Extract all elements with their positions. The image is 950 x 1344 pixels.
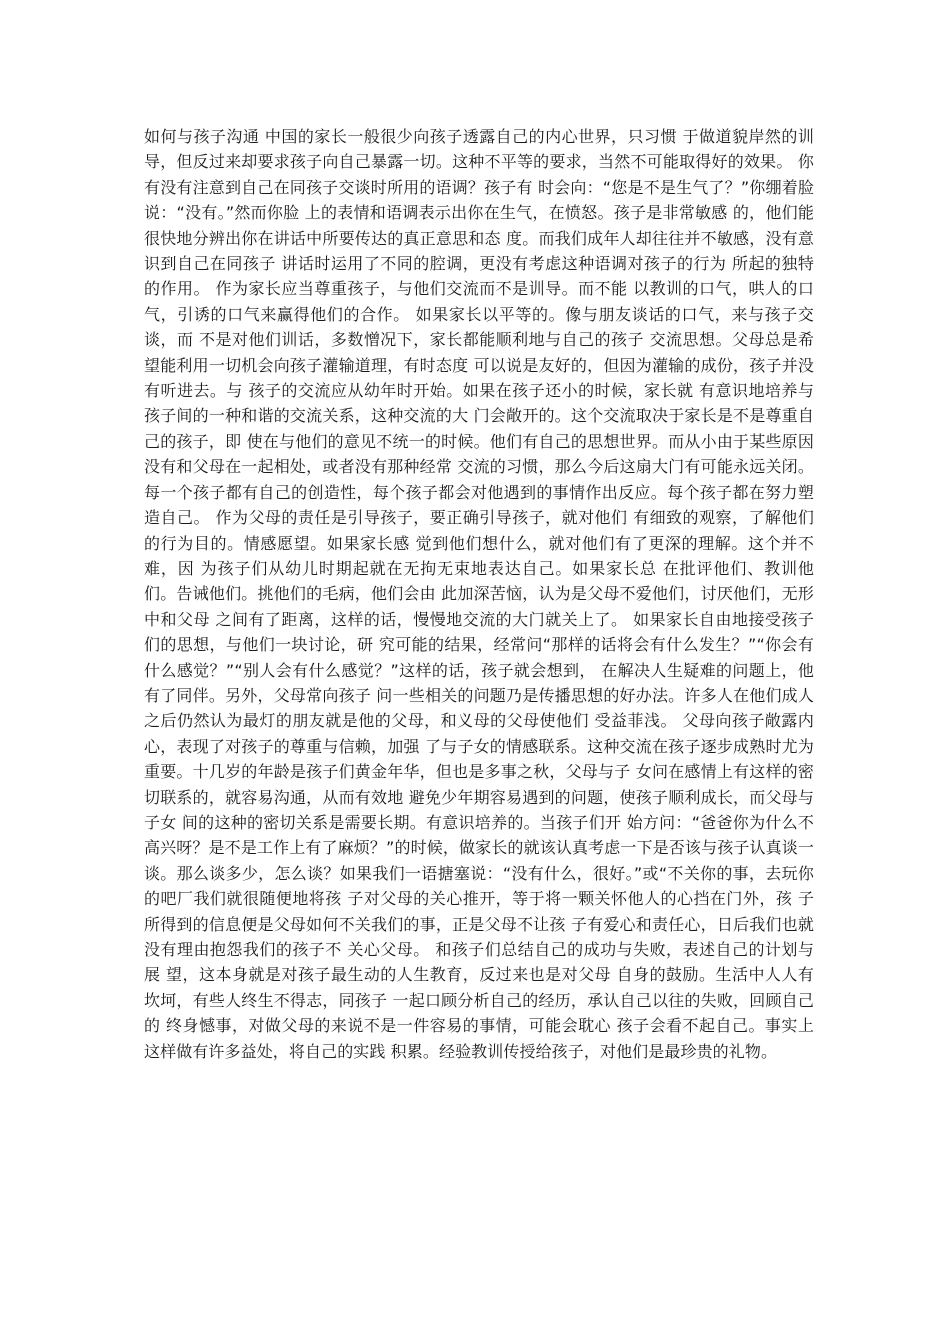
article-body-text: 如何与孩子沟通 中国的家长一般很少向孩子透露自己的内心世界，只习惯 于做道貌岸然的训导，但反过来却要求孩子向自己暴露一切。这种不平等的要求，当然不可能取得好的效果。 你有没有注意到自己在同孩子交谈时所用的语调？孩子有 时会向：“您是不是生气了？”你绷着脸说：“没有。”然而你脸 上的表情和语调表示出你在生气，在愤怒。孩子是非常敏感 的，他们能很快地分辨出你在讲话中所要传达的真正意思和态 度。而我们成年人却往往并不敏感，没有意识到自己在同孩子 讲话时运用了不同的腔调，更没有考虑这种语调对孩子的行为 所起的独特的作用。 作为家长应当尊重孩子，与他们交流而不是训导。而不能 以教训的口气，哄人的口气，引诱的口气来赢得他们的合作。 如果家长以平等的。像与朋友谈话的口气，来与孩子交谈，而 不是对他们训话，多数憎况下，家长都能顺利地与自己的孩子 交流思想。父母总是希望能利用一切机会向孩子灌输道理，有时态度 可以说是友好的，但因为灌输的成份，孩子并没有听进去。与 孩子的交流应从幼年时开始。如果在孩子还小的时候，家长就 有意识地培养与孩子间的一种和谐的交流关系，这种交流的大 门会敞开的。这个交流取决于家长是不是尊重自己的孩子，即 使在与他们的意见不统一的时候。他们有自己的思想世界。而从小由于某些原因没有和父母在一起相处，或者没有那种经常 交流的习惯，那么今后这扇大门有可能永远关闭。 每一个孩子都有自己的创造性，每个孩子都会对他遇到的事情作出反应。每个孩子都在努力塑造自己。 作为父母的责任是引导孩子，要正确引导孩子，就对他们 有细致的观察，了解他们的行为目的。情感愿望。如果家长感 觉到他们想什么，就对他们有了更深的理解。这个并不难，因 为孩子们从幼儿时期起就在无拘无束地表达自己。如果家长总 在批评他们、教训他们。告诫他们。挑他们的毛病，他们会由 此加深苦恼，认为是父母不爱他们，讨厌他们，无形中和父母 之间有了距离，这样的话，慢慢地交流的大门就关上了。 如果家长自由地接受孩子们的思想，与他们一块讨论，研 究可能的结果，经常问“那样的话将会有什么发生？”“你会有 什么感觉？”“别人会有什么感觉？”这样的话，孩子就会想到， 在解决人生疑难的问题上，他有了同伴。另外，父母常向孩子 问一些相关的问题乃是传播思想的好办法。许多人在他们成人 之后仍然认为最灯的朋友就是他的父母，和义母的父母使他们 受益菲浅。 父母向孩子敞露内心，表现了对孩子的尊重与信赖，加强 了与子女的情感联系。这种交流在孩子逐步成熟时尤为重要。十几岁的年龄是孩子们黄金年华，但也是多事之秋，父母与子 女问在感情上有这样的密切联系的，就容易沟通，从而有效地 避免少年期容易遇到的问题，使孩子顺利成长，而父母与子女 间的这种的密切关系是需要长期。有意识培养的。当孩子们开 始方问：“爸爸你为什么不高兴呀？是不是工作上有了麻烦？”的时候，做家长的就该认真考虑一下是否该与孩子认真谈一 谈。那么谈多少，怎么谈？如果我们一语搪塞说：“没有什么，很好。”或“不关你的事，去玩你的吧厂我们就很随便地将孩 子对父母的关心推开，等于将一颗关怀他人的心挡在门外，孩 子所得到的信息便是父母如何不关我们的事，正是父母不让孩 子有爱心和责任心，日后我们也就没有理由抱怨我们的孩子不 关心父母。 和孩子们总结自己的成功与失败，表述自己的计划与展 望，这本身就是对孩子最生动的人生教育，反过来也是对父母 自身的鼓励。生活中人人有坎坷，有些人终生不得志，同孩子 一起口顾分析自己的经历，承认自己以往的失败，回顾自己的 终身憾事，对做父母的来说不是一件容易的事情，可能会耽心 孩子会看不起自己。事实上这样做有许多益处，将自己的实践 积累。经验教训传授给孩子，对他们是最珍贵的礼物。 [144, 127, 814, 1061]
